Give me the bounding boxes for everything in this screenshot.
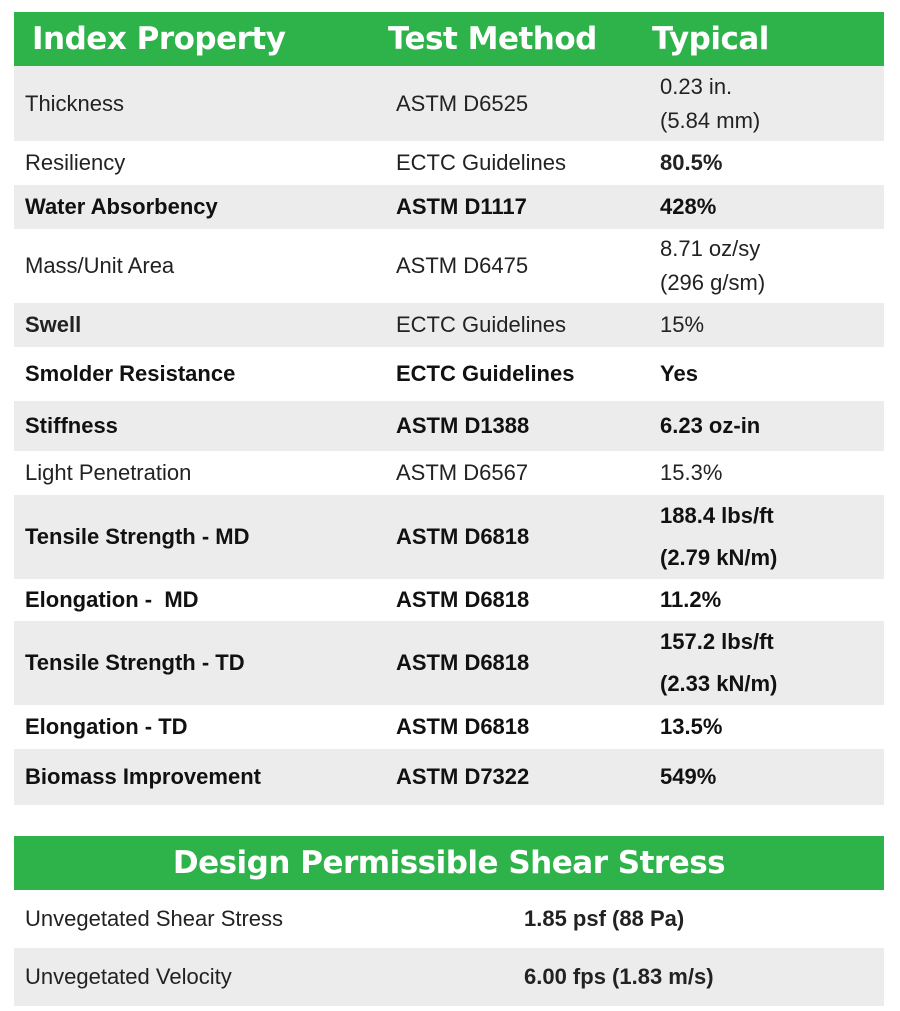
method-cell: ECTC Guidelines bbox=[396, 361, 575, 386]
method-cell: ASTM D6818 bbox=[396, 714, 530, 739]
value-cell: 80.5% bbox=[660, 150, 723, 175]
value-cell: 15.3% bbox=[660, 460, 723, 485]
method-cell: ASTM D7322 bbox=[396, 764, 530, 789]
table-row bbox=[14, 890, 884, 948]
table-row bbox=[14, 705, 884, 749]
header-typical: Typical bbox=[652, 21, 769, 57]
table-row bbox=[14, 451, 884, 495]
value-line-metric: (2.33 kN/m) bbox=[660, 671, 778, 696]
table-row bbox=[14, 495, 884, 579]
value-cell: 11.2% bbox=[660, 587, 722, 612]
table-row bbox=[14, 66, 884, 141]
property-cell: Thickness bbox=[25, 90, 125, 116]
value-cell bbox=[660, 621, 884, 705]
property-cell: Smolder Resistance bbox=[25, 361, 236, 386]
table-row bbox=[14, 347, 884, 401]
value-line-metric: (5.84 mm) bbox=[660, 107, 761, 133]
method-cell: ASTM D6818 bbox=[396, 650, 530, 675]
table-row bbox=[14, 749, 884, 805]
value-cell: 428% bbox=[660, 194, 717, 219]
table-row bbox=[14, 303, 884, 347]
property-cell: Stiffness bbox=[25, 413, 118, 438]
property-cell: Swell bbox=[25, 312, 82, 337]
shear-value-cell: 6.00 fps (1.83 m/s) bbox=[524, 964, 714, 989]
header-index-property: Index Property bbox=[32, 21, 286, 57]
property-cell: Mass/Unit Area bbox=[25, 253, 175, 278]
table-row bbox=[14, 401, 884, 451]
value-cell bbox=[660, 495, 884, 579]
value-cell bbox=[660, 232, 884, 300]
table-row bbox=[14, 185, 884, 229]
property-cell: Biomass Improvement bbox=[25, 764, 261, 789]
table-row bbox=[14, 621, 884, 705]
table-header bbox=[14, 12, 884, 66]
property-cell: Tensile Strength - MD bbox=[25, 524, 250, 549]
shear-value-cell: 1.85 psf (88 Pa) bbox=[524, 906, 685, 931]
shear-label-cell: Unvegetated Shear Stress bbox=[25, 906, 284, 931]
table-row bbox=[14, 948, 884, 1006]
index-property-table bbox=[14, 12, 884, 805]
table-row bbox=[14, 141, 884, 185]
value-cell: 6.23 oz-in bbox=[660, 413, 761, 438]
method-cell: ASTM D1117 bbox=[396, 194, 527, 219]
value-line: 0.23 in. bbox=[660, 73, 733, 99]
method-cell: ASTM D6567 bbox=[396, 460, 529, 485]
value-cell: Yes bbox=[660, 361, 698, 386]
value-line-metric: (296 g/sm) bbox=[660, 270, 766, 295]
property-cell: Tensile Strength - TD bbox=[25, 650, 245, 675]
method-cell: ECTC Guidelines bbox=[396, 312, 566, 337]
table-row bbox=[14, 579, 884, 621]
property-cell: Elongation - MD bbox=[25, 587, 199, 612]
shear-table-title: Design Permissible Shear Stress bbox=[14, 836, 884, 890]
value-line: 157.2 lbs/ft bbox=[660, 629, 774, 654]
header-test-method: Test Method bbox=[388, 21, 597, 57]
shear-label-cell: Unvegetated Velocity bbox=[25, 964, 232, 989]
method-cell: ASTM D6818 bbox=[396, 587, 530, 612]
method-cell: ASTM D6818 bbox=[396, 524, 530, 549]
property-cell: Water Absorbency bbox=[25, 194, 218, 219]
property-cell: Elongation - TD bbox=[25, 714, 188, 739]
shear-stress-table bbox=[14, 836, 884, 1006]
method-cell: ASTM D6475 bbox=[396, 253, 529, 278]
value-cell bbox=[660, 70, 884, 138]
property-cell: Resiliency bbox=[25, 150, 126, 175]
method-cell: ECTC Guidelines bbox=[396, 150, 566, 175]
value-line-metric: (2.79 kN/m) bbox=[660, 545, 778, 570]
value-line: 8.71 oz/sy bbox=[660, 236, 761, 261]
value-cell: 15% bbox=[660, 312, 705, 337]
value-cell: 13.5% bbox=[660, 714, 723, 739]
table-row bbox=[14, 229, 884, 303]
value-line: 188.4 lbs/ft bbox=[660, 503, 774, 528]
property-cell: Light Penetration bbox=[25, 460, 192, 485]
method-cell: ASTM D6525 bbox=[396, 90, 529, 116]
value-cell: 549% bbox=[660, 764, 717, 789]
method-cell: ASTM D1388 bbox=[396, 413, 530, 438]
